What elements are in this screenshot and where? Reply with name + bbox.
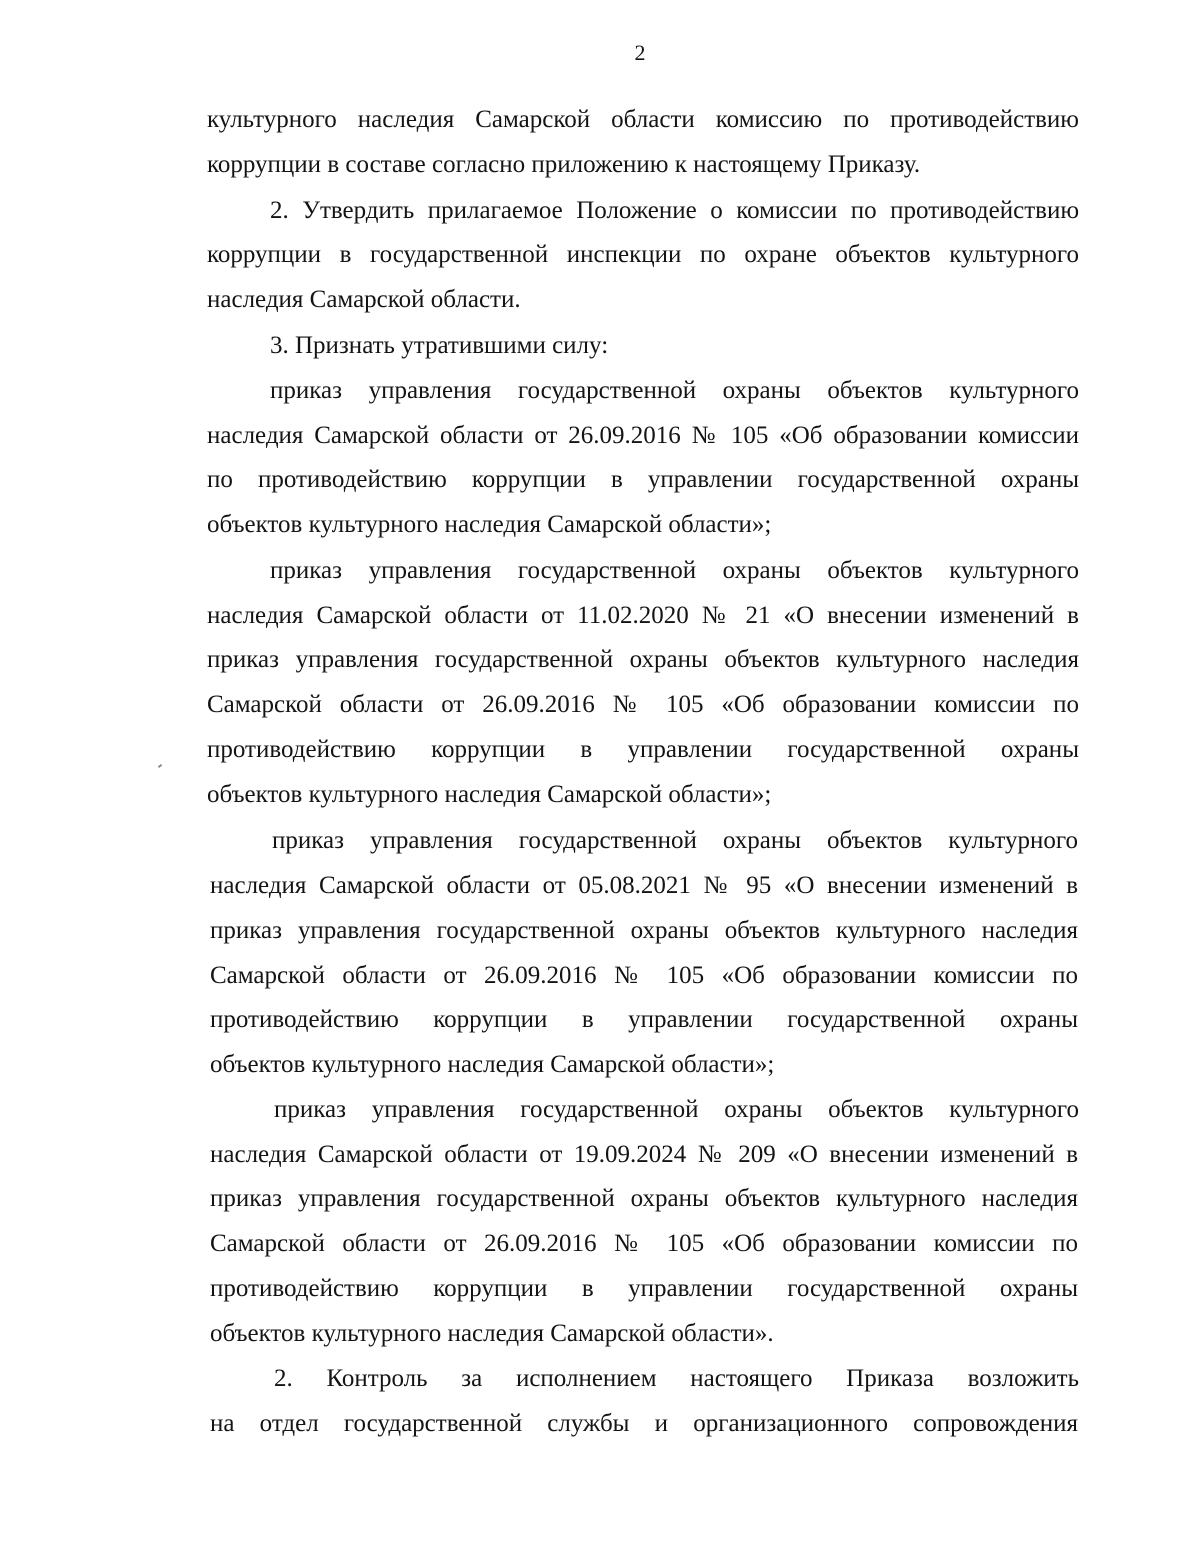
body-line: объектов культурного наследия Самарской области»;: [210, 1051, 775, 1078]
body-line: приказ управления государственной охраны объектов культурного: [274, 1096, 1079, 1123]
body-line: культурного наследия Самарской области комиссию по противодействию: [207, 106, 1079, 133]
body-line: 2. Контроль за исполнением настоящего Приказа возложить: [274, 1365, 1079, 1392]
body-line: наследия Самарской области от 19.09.2024 № 209 «О внесении изменений в: [210, 1141, 1078, 1168]
scan-speck: [158, 764, 162, 768]
body-line: противодействию коррупции в управлении государственной охраны: [210, 1006, 1078, 1033]
body-line: Самарской области от 26.09.2016 № 105 «Об образовании комиссии по: [210, 962, 1078, 989]
body-line: 3. Признать утратившими силу:: [270, 332, 609, 359]
body-line: приказ управления государственной охраны объектов культурного наследия: [207, 646, 1079, 673]
body-line: коррупции в составе согласно приложению к настоящему Приказу.: [207, 151, 921, 178]
body-line: объектов культурного наследия Самарской области»;: [207, 781, 772, 808]
body-line: на отдел государственной службы и организационного сопровождения: [210, 1410, 1078, 1437]
body-line: объектов культурного наследия Самарской области»;: [207, 511, 772, 538]
body-line: приказ управления государственной охраны объектов культурного: [272, 827, 1078, 854]
body-line: по противодействию коррупции в управлении государственной охраны: [207, 466, 1079, 493]
body-line: наследия Самарской области от 05.08.2021 № 95 «О внесении изменений в: [210, 872, 1078, 899]
body-line: противодействию коррупции в управлении государственной охраны: [210, 1275, 1078, 1302]
page-number: 2: [634, 40, 646, 65]
body-line: 2. Утвердить прилагаемое Положение о комиссии по противодействию: [270, 197, 1079, 224]
body-line: приказ управления государственной охраны объектов культурного: [270, 557, 1079, 584]
body-line: приказ управления государственной охраны объектов культурного: [270, 377, 1079, 404]
body-line: Самарской области от 26.09.2016 № 105 «Об образовании комиссии по: [210, 1230, 1078, 1257]
body-line: наследия Самарской области от 26.09.2016 № 105 «Об образовании комиссии: [207, 422, 1079, 449]
body-line: наследия Самарской области.: [207, 286, 521, 313]
body-line: приказ управления государственной охраны объектов культурного наследия: [210, 1185, 1078, 1212]
body-line: наследия Самарской области от 11.02.2020 № 21 «О внесении изменений в: [207, 602, 1079, 629]
body-line: объектов культурного наследия Самарской области».: [210, 1320, 774, 1347]
body-line: коррупции в государственной инспекции по охране объектов культурного: [207, 241, 1079, 268]
body-line: приказ управления государственной охраны объектов культурного наследия: [210, 917, 1078, 944]
body-line: Самарской области от 26.09.2016 № 105 «Об образовании комиссии по: [207, 691, 1079, 718]
body-line: противодействию коррупции в управлении государственной охраны: [207, 736, 1079, 763]
